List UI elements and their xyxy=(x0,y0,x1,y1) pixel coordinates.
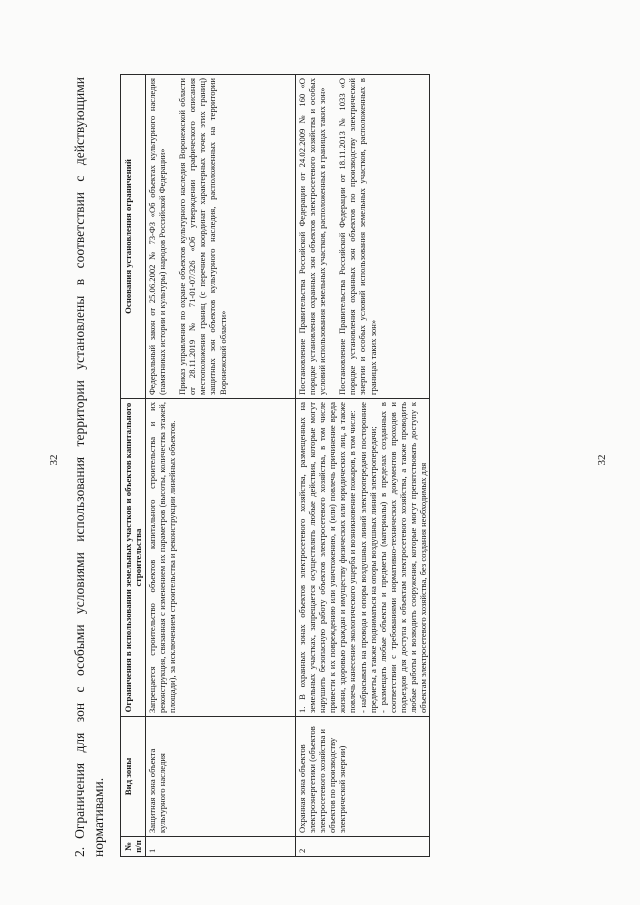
heading-number: 2. xyxy=(72,846,87,857)
rotated-content xyxy=(48,65,608,865)
header-kind: Вид зоны xyxy=(121,717,146,837)
basis-document: Федеральный закон от 25.06.2002 № 73-ФЗ «Об объектах культурного наследия (памятниках истории и культуры) народов Российской Федерации» xyxy=(147,78,168,395)
header-restrictions: Ограничения в использовании земельных участков и объектов капитального строительства xyxy=(121,399,146,717)
header-num: № п/п xyxy=(121,837,146,857)
row-1-num: 1 xyxy=(146,837,296,857)
restriction-paragraph: Запрещается строительство объектов капитального строительства и их реконструкция, связанная с изменением их параметров (высоты, количества этажей, площади), за исключением строительства и реконструкции линейных объектов. xyxy=(147,402,178,713)
row-2-kind: Охранная зона объектов электроэнергетики (объектов электросетевого хозяйства и объектов по производству электрической энергии) xyxy=(296,717,430,837)
restriction-paragraph: - набрасывать на провода и опоры воздушных линий электропередачи посторонние предметы, а также подниматься на опоры воздушных линий электропередачи; xyxy=(357,402,378,713)
page-number-bottom: 32 xyxy=(596,454,608,466)
row-1-restrictions xyxy=(146,399,296,717)
heading-text: Ограничения для зон с особыми условиями использования территории установлены в соответствии с действующими нормативами. xyxy=(72,77,106,857)
zones-table xyxy=(120,74,430,857)
table-row xyxy=(296,75,430,857)
row-1-kind: Защитная зона объекта культурного наследия xyxy=(146,717,296,837)
restriction-paragraph: 1. В охранных зонах объектов электросетевого хозяйства, размещенных на земельных участках, запрещается осуществлять любые действия, которые могут нарушить безопасную работу объектов электросетевого хозяйства, в том числе привести к их повреждению или уничтожению, и (или) повлечь причинение вреда жизни, здоровью граждан и имуществу физических или юридических лиц, а также повлечь нанесение экологического ущерба и возникновение пожаров, в том числе: xyxy=(297,402,358,713)
restriction-paragraph: - размещать любые объекты и предметы (материалы) в пределах созданных в соответствии с требованиями нормативно-технических документов проходов и подъездов для доступа к объектам электросетевого хозяйства, а также проводить любые работы и возводить сооружения, которые могут препятствовать доступу к объектам электросетевого хозяйства, без создания необходимых для xyxy=(377,402,429,713)
basis-document: Приказ управления по охране объектов культурного наследия Воронежской области от 28.11.2019 № 71-01-07/326 «Об утверждении графического описания местоположения границ (с перечнем координат характерных точек этих границ) защитных зон объектов культурного наследия, расположенных на территории Воронежской области» xyxy=(177,78,228,395)
row-1-basis xyxy=(146,75,296,399)
row-2-basis xyxy=(296,75,430,399)
header-basis: Основания установления ограничений xyxy=(121,75,146,399)
basis-document: Постановление Правительства Российской Федерации от 24.02.2009 № 160 «О порядке установления охранных зон объектов электросетевого хозяйства и особых условий использования земельных участков, расположенных в границах таких зон» xyxy=(297,78,328,395)
basis-document: Постановление Правительства Российской Федерации от 18.11.2013 № 1033 «О порядке установления охранных зон объектов по производству электрической энергии и особых условий использования земельных участков, расположенных в границах таких зон» xyxy=(337,78,378,395)
table-header-row xyxy=(121,75,146,857)
row-2-num: 2 xyxy=(296,837,430,857)
page-number-top: 32 xyxy=(48,454,60,466)
section-heading xyxy=(70,77,108,857)
table-row xyxy=(146,75,296,857)
row-2-restrictions xyxy=(296,399,430,717)
